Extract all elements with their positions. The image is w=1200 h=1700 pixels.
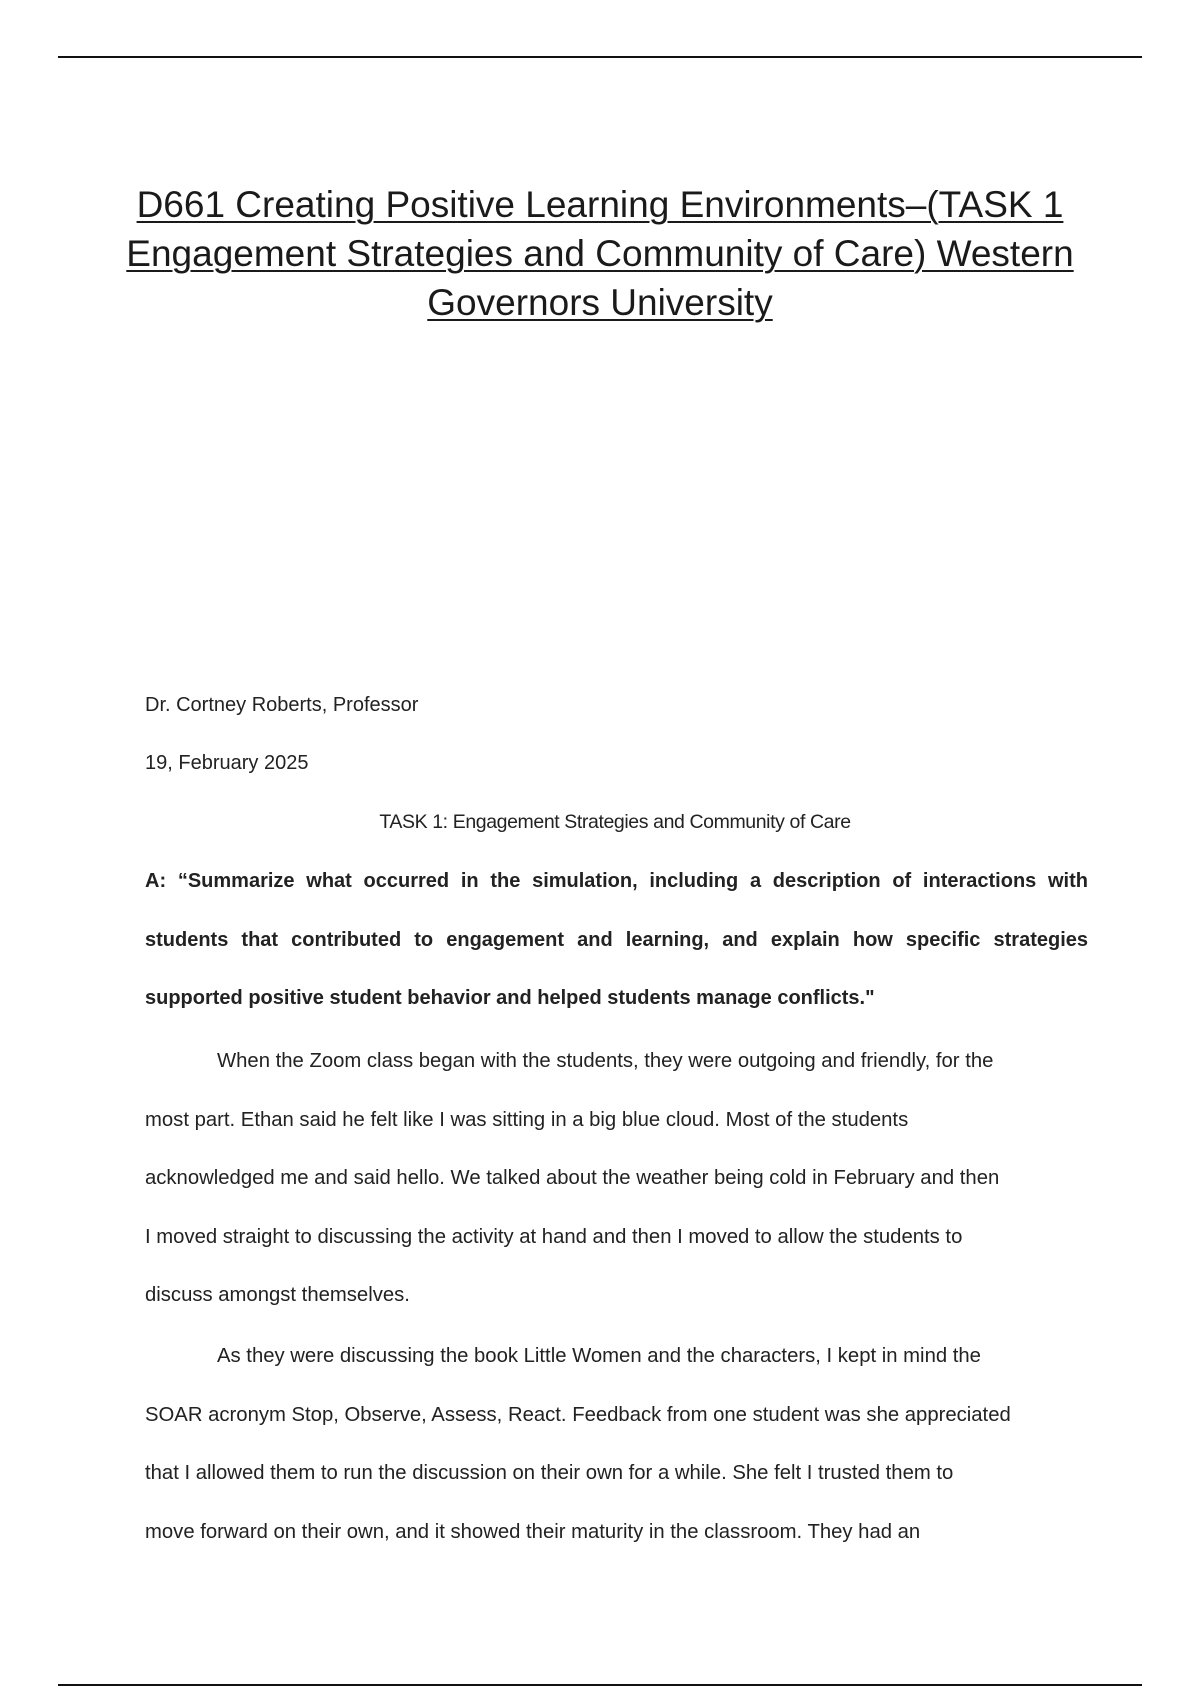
- question-line: students that contributed to engagement and learning, and explain how specific strategies: [145, 928, 1088, 951]
- paragraph-line: I moved straight to discussing the activity at hand and then I moved to allow the students to: [145, 1225, 963, 1248]
- document-title: [120, 180, 1080, 327]
- paragraph-1: [145, 1032, 1088, 1325]
- question-line: A: “Summarize what occurred in the simulation, including a description of interactions with: [145, 870, 1088, 892]
- paragraph-line: SOAR acronym Stop, Observe, Assess, React. Feedback from one student was she appreciated: [145, 1403, 1011, 1426]
- date-line: 19, February 2025: [145, 752, 309, 774]
- paragraph-line: acknowledged me and said hello. We talked about the weather being cold in February and then: [145, 1167, 1000, 1189]
- task-heading: TASK 1: Engagement Strategies and Community of Care: [379, 811, 851, 833]
- paragraph-line: most part. Ethan said he felt like I was sitting in a big blue cloud. Most of the students: [145, 1108, 909, 1131]
- paragraph-2: [145, 1327, 1088, 1561]
- top-rule: [58, 56, 1142, 58]
- title-line: D661 Creating Positive Learning Environments–(TASK 1: [136, 184, 1064, 225]
- paragraph-line: discuss amongst themselves.: [145, 1284, 410, 1306]
- paragraph-line: When the Zoom class began with the students, they were outgoing and friendly, for the: [217, 1050, 994, 1072]
- bottom-rule: [58, 1684, 1142, 1686]
- title-line: Engagement Strategies and Community of Care) Western: [126, 233, 1074, 274]
- question-prompt: [145, 852, 1088, 1028]
- paragraph-line: that I allowed them to run the discussion on their own for a while. She felt I trusted them to: [145, 1462, 954, 1484]
- paragraph-line: As they were discussing the book Little Women and the characters, I kept in mind the: [217, 1345, 981, 1367]
- question-line: supported positive student behavior and helped students manage conflicts.": [145, 987, 875, 1009]
- paragraph-line: move forward on their own, and it showed their maturity in the classroom. They had an: [145, 1520, 921, 1543]
- author-line: Dr. Cortney Roberts, Professor: [145, 694, 419, 716]
- title-line: Governors University: [427, 282, 773, 323]
